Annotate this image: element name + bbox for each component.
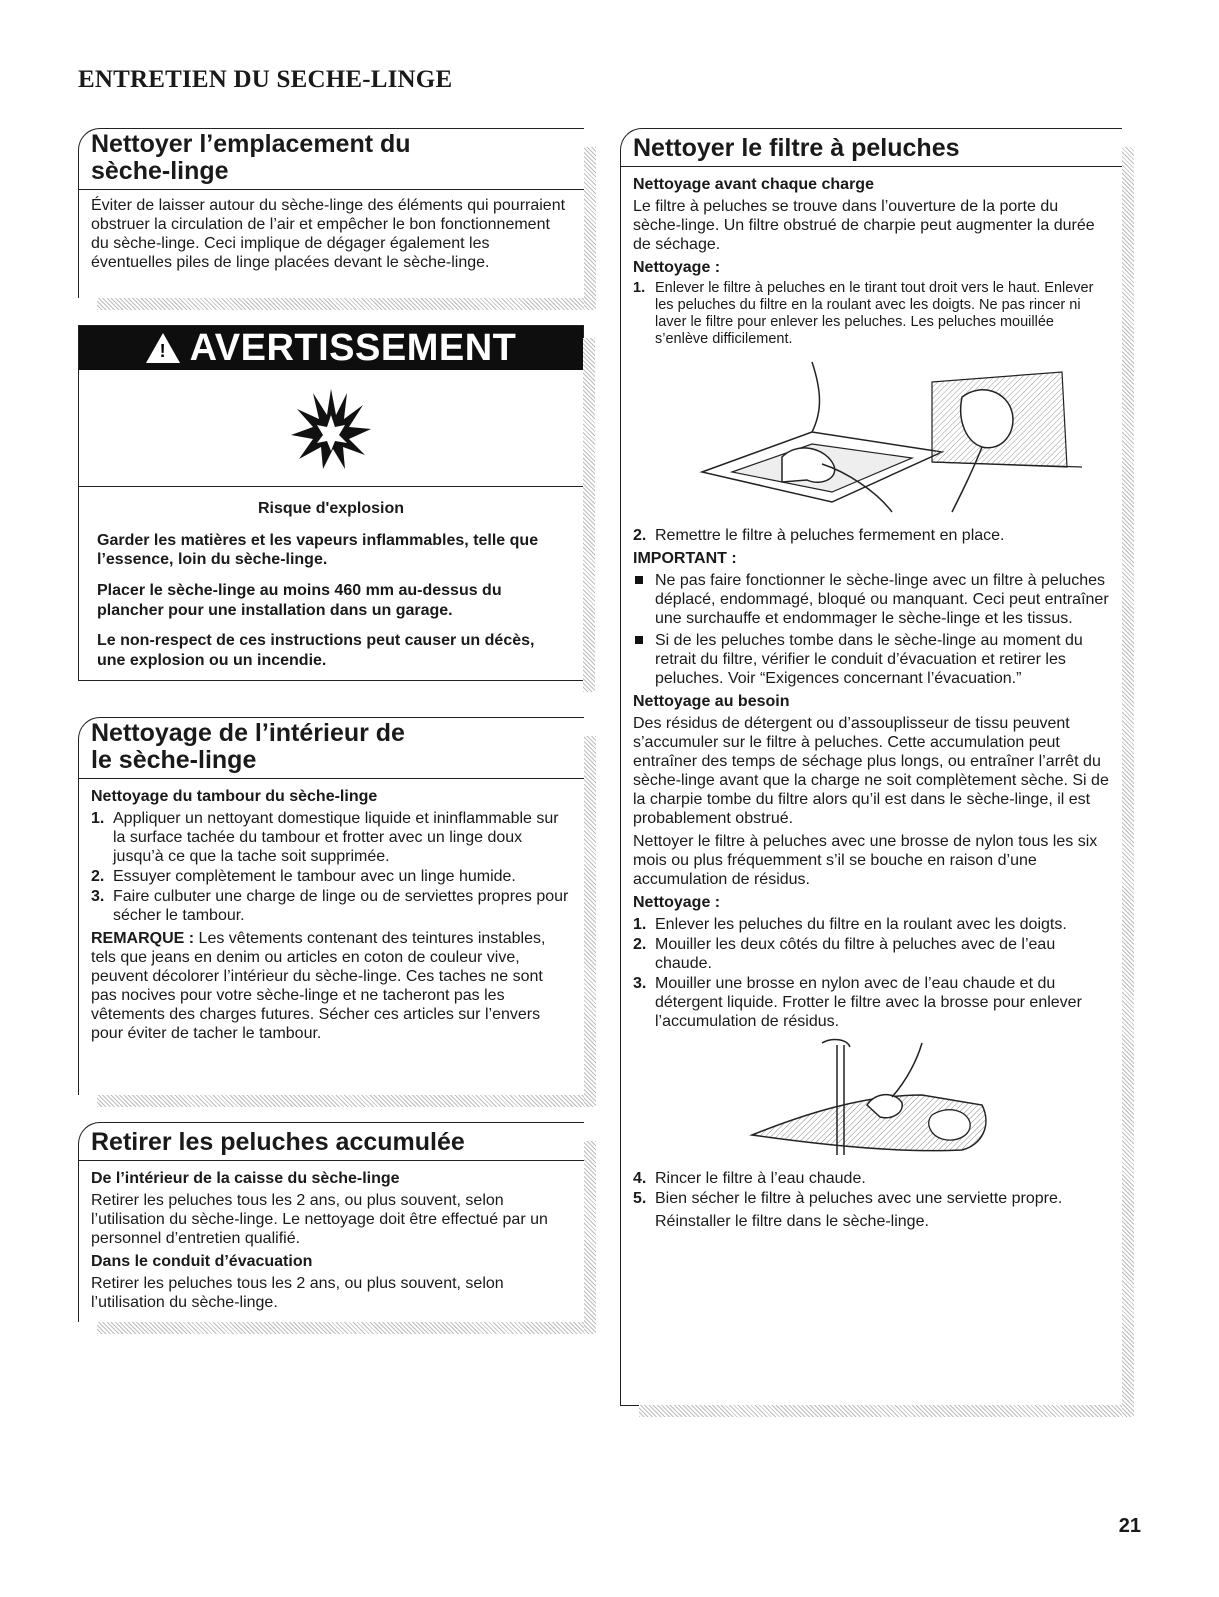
- lint-filter-removal-illustration: [662, 352, 1082, 522]
- list-item: 2. Remettre le filtre à peluches fermement en place.: [633, 527, 1005, 545]
- subheading: Nettoyage :: [633, 258, 721, 276]
- subheading: Dans le conduit d’évacuation: [91, 1252, 313, 1270]
- list-item: 1. Enlever le filtre à peluches en le tirant tout droit vers le haut. Enlever les peluches du filtre en la roulant avec les doigts. Ne pas rincer ni laver le filtre pour enlever les peluches. Les peluches mouillée s’enlève difficilement.: [633, 279, 1094, 348]
- warning-text-2: Placer le sèche-linge au moins 460 mm au-dessus du plancher pour une installation dans un garage.: [97, 582, 502, 619]
- note: [91, 929, 572, 1043]
- title-line-1: Nettoyer l’emplacement du: [91, 130, 411, 158]
- paragraph: Des résidus de détergent ou d’assouplisseur de tissu peuvent s’accumuler sur le filtre à peluches. Cette accumulation peut entraîner des temps de séchage plus longs, ou entraîner l’arrêt du sèche-linge avant que la charge ne soit complètement sèche. Si de la charpie tombe du filtre alors qu’il est dans le sèche-linge, il est probablement obstrué.: [633, 714, 1109, 827]
- warning-risk: Risque d'explosion: [257, 500, 405, 517]
- list-item: Ne pas faire fonctionner le sèche-linge avec un filtre à peluches déplacé, endommagé, bloqué ou manquant. Ceci peut entraîner une surchauffe et endommager le sèche-linge et les tissus.: [633, 571, 1110, 628]
- explosion-icon: [289, 385, 373, 471]
- subheading: Nettoyage avant chaque charge: [633, 175, 874, 193]
- section-clean-interior: [78, 717, 584, 1095]
- note-text: Les vêtements contenant des teintures instables, tels que jeans en denim ou articles en coton de couleur vive, peuvent décolorer l’intérieur du sèche-linge. Ces taches ne sont pas nocives pour votre sèche-linge et ne tacheront pas les vêtements des charges futures. Sécher ces articles sur l’envers pour éviter de tacher le tambour.: [91, 929, 546, 1042]
- section-remove-lint: [78, 1122, 584, 1322]
- lint-filter-brushing-illustration: [742, 1035, 1002, 1165]
- important-label: IMPORTANT :: [633, 550, 737, 568]
- list-item: 1. Appliquer un nettoyant domestique liquide et ininflammable sur la surface tachée du tambour et frotter avec un linge doux jusqu’à ce que la tache soit supprimée.: [91, 809, 559, 865]
- title-line-2: le sèche-linge: [91, 745, 257, 774]
- list-item: Si de les peluches tombe dans le sèche-linge au moment du retrait du filtre, vérifier le conduit d’évacuation et retirer les peluches. Voir “Exigences concernant l’évacuation.”: [633, 631, 1110, 688]
- warning-box: [78, 325, 584, 681]
- list-item: 3. Faire culbuter une charge de linge ou de serviettes propres pour sécher le tambour.: [91, 887, 569, 924]
- warning-header: [79, 326, 583, 370]
- bullet-list: [633, 571, 1110, 687]
- steps-list: [633, 280, 1110, 348]
- list-item: 5. Bien sécher le filtre à peluches avec une serviette propre.: [633, 1190, 1063, 1208]
- section-body: Éviter de laisser autour du sèche-linge des éléments qui pourraient obstruer la circulation de l’air et empêcher le bon fonctionnement du sèche-linge. Ceci implique de dégager également les éventuelles piles de linge placées devant le sèche-linge.: [91, 196, 566, 271]
- list-item: 4. Rincer le filtre à l’eau chaude.: [633, 1170, 866, 1188]
- note-label: REMARQUE :: [91, 929, 195, 947]
- subheading: De l’intérieur de la caisse du sèche-linge: [91, 1169, 400, 1187]
- section-clean-location: [78, 128, 584, 298]
- section-title: [79, 718, 584, 779]
- warning-title: AVERTISSEMENT: [189, 326, 517, 369]
- paragraph: Retirer les peluches tous les 2 ans, ou plus souvent, selon l’utilisation du sèche-linge.: [91, 1274, 504, 1311]
- title-line-2: sèche-linge: [91, 156, 229, 185]
- section-title: Retirer les peluches accumulée: [79, 1123, 584, 1161]
- warning-triangle-icon: !: [146, 333, 180, 363]
- paragraph: Retirer les peluches tous les 2 ans, ou plus souvent, selon l’utilisation du sèche-linge. Le nettoyage doit être effectué par un personnel d’entretien qualifié.: [91, 1191, 548, 1247]
- section-title: Nettoyer le filtre à peluches: [621, 129, 1122, 167]
- list-item: 3. Mouiller une brosse en nylon avec de l’eau chaude et du détergent liquide. Frotter le filtre avec la brosse pour enlever l’accumulation de résidus.: [633, 975, 1082, 1031]
- page-title: ENTRETIEN DU SECHE-LINGE: [78, 66, 453, 93]
- paragraph: Le filtre à peluches se trouve dans l’ouverture de la porte du sèche-linge. Un filtre obstrué de charpie peut augmenter la durée de séchage.: [633, 197, 1095, 253]
- steps-list: [633, 1169, 1110, 1208]
- subheading: Nettoyage au besoin: [633, 692, 790, 710]
- warning-text-3: Le non-respect de ces instructions peut causer un décès, une explosion ou un incendie.: [97, 632, 535, 670]
- subheading: Nettoyage du tambour du sèche-linge: [91, 787, 378, 805]
- subheading: Nettoyage :: [633, 893, 721, 911]
- list-item: 2. Essuyer complètement le tambour avec un linge humide.: [91, 867, 516, 885]
- list-item: 1. Enlever les peluches du filtre en la roulant avec les doigts.: [633, 915, 1067, 933]
- steps-list: [633, 915, 1110, 1031]
- section-clean-lint-filter: [620, 128, 1122, 1406]
- paragraph: Nettoyer le filtre à peluches avec une brosse de nylon tous les six mois ou plus fréquemment s’il se bouche en raison d’une accumulation de résidus.: [633, 832, 1098, 888]
- warning-text-1: Garder les matières et les vapeurs inflammables, telle que l’essence, loin du sèche-linge.: [97, 531, 539, 569]
- paragraph: Réinstaller le filtre dans le sèche-linge.: [655, 1213, 929, 1231]
- title-line-1: Nettoyage de l’intérieur de: [91, 719, 405, 747]
- section-title: [79, 129, 584, 190]
- steps-list: [91, 809, 572, 925]
- list-item: 2. Mouiller les deux côtés du filtre à peluches avec de l’eau chaude.: [633, 935, 1056, 972]
- steps-list: [633, 526, 1110, 545]
- page-number: 21: [1118, 1515, 1141, 1537]
